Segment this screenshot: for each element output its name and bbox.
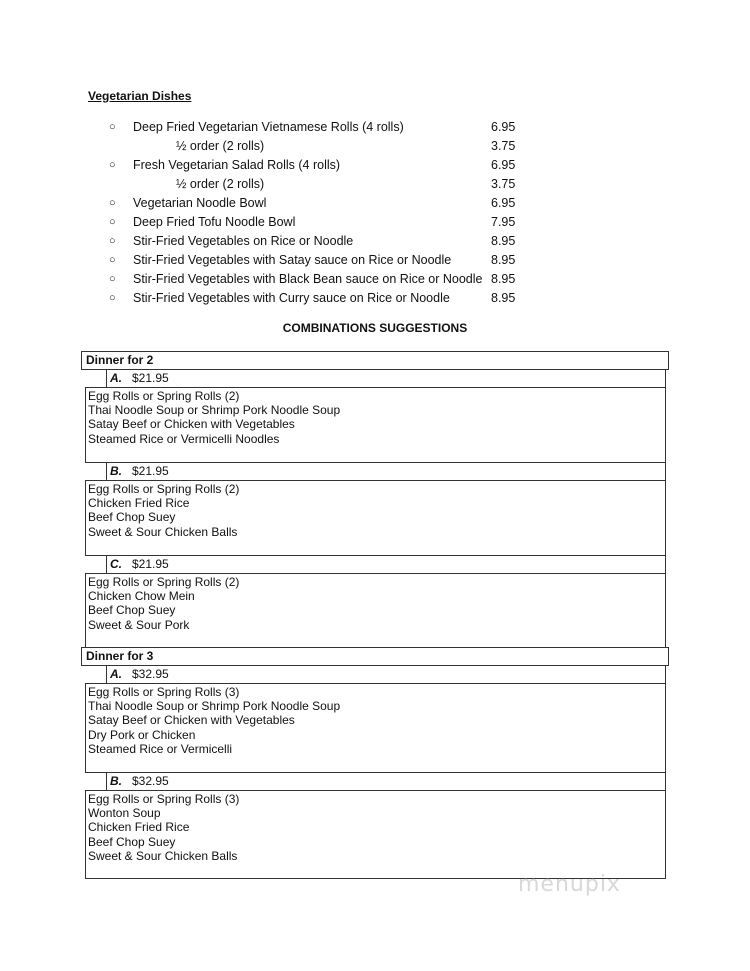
dish-name: Deep Fried Vegetarian Vietnamese Rolls (4 rolls) — [133, 120, 404, 134]
option-c-items — [85, 573, 666, 648]
list-item: Satay Beef or Chicken with Vegetables — [88, 713, 295, 728]
list-item: Chicken Fried Rice — [88, 496, 190, 511]
dish-row-half-order — [0, 176, 750, 195]
dinner-title: Dinner for 2 — [86, 353, 154, 367]
dish-name: Stir-Fried Vegetables with Satay sauce on Rice or Noodle — [133, 253, 452, 267]
dish-row — [0, 157, 750, 176]
watermark: menupix — [518, 872, 621, 897]
list-item: Dry Pork or Chicken — [88, 727, 196, 742]
option-b-items — [85, 790, 666, 879]
dinner-for-2-header — [81, 351, 669, 370]
option-b-items — [85, 480, 666, 556]
dish-row — [0, 233, 750, 252]
dish-price: 3.75 — [491, 139, 516, 153]
option-price: $21.95 — [132, 557, 169, 571]
bullet-icon: ○ — [109, 273, 116, 285]
dish-name: Fresh Vegetarian Salad Rolls (4 rolls) — [133, 158, 341, 172]
dish-price: 6.95 — [491, 196, 516, 210]
list-item: Beef Chop Suey — [88, 510, 176, 525]
option-a-header — [106, 665, 666, 684]
option-a-header — [106, 369, 666, 388]
option-letter: B. — [110, 464, 122, 478]
dish-name: ½ order (2 rolls) — [176, 139, 265, 153]
dish-price: 8.95 — [491, 291, 516, 305]
list-item: Satay Beef or Chicken with Vegetables — [88, 417, 295, 432]
list-item: Chicken Chow Mein — [88, 589, 195, 604]
list-item: Egg Rolls or Spring Rolls (3) — [88, 685, 240, 699]
list-item: Chicken Fried Rice — [88, 820, 190, 835]
dish-name: Vegetarian Noodle Bowl — [133, 196, 267, 210]
dish-price: 6.95 — [491, 158, 516, 172]
bullet-icon: ○ — [109, 121, 116, 133]
list-item: Beef Chop Suey — [88, 834, 176, 849]
list-item: Sweet & Sour Chicken Balls — [88, 848, 238, 863]
dish-price: 6.95 — [491, 120, 516, 134]
bullet-icon: ○ — [109, 216, 116, 228]
dinner-title: Dinner for 3 — [86, 649, 154, 663]
dish-price: 8.95 — [491, 253, 516, 267]
option-price: $21.95 — [132, 371, 169, 385]
dish-price: 7.95 — [491, 215, 516, 229]
option-letter: C. — [110, 557, 122, 571]
bullet-icon: ○ — [109, 292, 116, 304]
dish-name: ½ order (2 rolls) — [176, 177, 265, 191]
dish-row — [0, 214, 750, 233]
option-a-items — [85, 683, 666, 773]
dish-name: Deep Fried Tofu Noodle Bowl — [133, 215, 296, 229]
dish-row — [0, 271, 750, 290]
option-price: $21.95 — [132, 464, 169, 478]
option-b-header — [106, 772, 666, 791]
option-letter: A. — [110, 667, 122, 681]
dish-row — [0, 119, 750, 138]
bullet-icon: ○ — [109, 254, 116, 266]
option-letter: A. — [110, 371, 122, 385]
list-item: Egg Rolls or Spring Rolls (2) — [88, 482, 240, 496]
dish-name: Stir-Fried Vegetables on Rice or Noodle — [133, 234, 354, 248]
list-item: Thai Noodle Soup or Shrimp Pork Noodle Soup — [88, 699, 341, 714]
option-a-items — [85, 387, 666, 463]
dish-row — [0, 195, 750, 214]
dish-row — [0, 252, 750, 271]
bullet-icon: ○ — [109, 235, 116, 247]
option-c-header — [106, 555, 666, 574]
list-item: Sweet & Sour Pork — [88, 617, 190, 632]
dish-row-half-order — [0, 138, 750, 157]
list-item: Egg Rolls or Spring Rolls (2) — [88, 575, 240, 589]
section-title: Vegetarian Dishes — [88, 89, 192, 103]
dish-name: Stir-Fried Vegetables with Curry sauce on Rice or Noodle — [133, 291, 450, 305]
vegetarian-dish-list — [0, 119, 750, 309]
list-item: Egg Rolls or Spring Rolls (2) — [88, 389, 240, 403]
dish-price: 8.95 — [491, 272, 516, 286]
dish-price: 8.95 — [491, 234, 516, 248]
list-item: Sweet & Sour Chicken Balls — [88, 524, 238, 539]
list-item: Steamed Rice or Vermicelli — [88, 741, 233, 756]
list-item: Beef Chop Suey — [88, 603, 176, 618]
option-price: $32.95 — [132, 667, 169, 681]
list-item: Steamed Rice or Vermicelli Noodles — [88, 431, 280, 446]
option-b-header — [106, 462, 666, 481]
dish-price: 3.75 — [491, 177, 516, 191]
option-price: $32.95 — [132, 774, 169, 788]
dinner-for-3-header — [81, 647, 669, 666]
list-item: Thai Noodle Soup or Shrimp Pork Noodle Soup — [88, 403, 341, 418]
option-letter: B. — [110, 774, 122, 788]
list-item: Wonton Soup — [88, 806, 161, 821]
dish-name: Stir-Fried Vegetables with Black Bean sauce on Rice or Noodle — [133, 272, 483, 286]
combinations-heading: COMBINATIONS SUGGESTIONS — [282, 321, 468, 335]
dish-row — [0, 290, 750, 309]
bullet-icon: ○ — [109, 197, 116, 209]
bullet-icon: ○ — [109, 159, 116, 171]
list-item: Egg Rolls or Spring Rolls (3) — [88, 792, 240, 806]
